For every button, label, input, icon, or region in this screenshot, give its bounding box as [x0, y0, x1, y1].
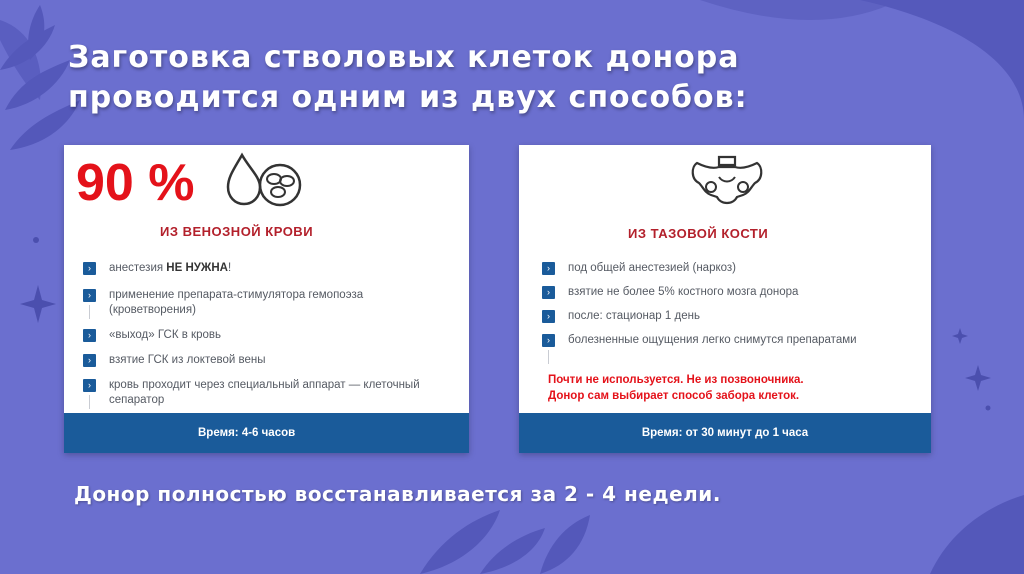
chevron-right-icon: › — [83, 354, 96, 367]
blood-drop-cells-icon — [224, 151, 308, 209]
venous-blood-card — [64, 145, 469, 453]
list-item-text: под общей анестезией (наркоз) — [568, 262, 736, 274]
list-item-text: после: стационар 1 день — [568, 310, 700, 322]
chevron-right-icon: › — [542, 262, 555, 275]
list-item — [83, 378, 449, 408]
list-item-text: «выход» ГСК в кровь — [109, 329, 221, 341]
list-item-text: взятие не более 5% костного мозга донора — [568, 286, 799, 298]
chevron-right-icon: › — [83, 379, 96, 392]
chevron-right-icon: › — [83, 262, 96, 275]
list-item — [542, 285, 912, 300]
list-item — [83, 353, 443, 368]
recovery-note: Донор полностью восстанавливается за 2 - 4 недели. — [74, 482, 721, 506]
leaf-bottom-icon — [420, 495, 1024, 574]
list-item — [542, 333, 888, 348]
list-item-text: болезненные ощущения легко снимутся препаратами — [568, 334, 857, 346]
slide-title: Заготовка стволовых клеток донора проводится одним из двух способов: — [68, 40, 748, 115]
chevron-right-icon: › — [542, 334, 555, 347]
list-item-emphasis: НЕ НУЖНА — [166, 262, 228, 274]
chevron-right-icon: › — [542, 286, 555, 299]
percentage-label: 90 % — [76, 154, 195, 212]
chevron-right-icon: › — [83, 289, 96, 302]
card-heading-venous: ИЗ ВЕНОЗНОЙ КРОВИ — [160, 224, 314, 239]
pelvic-bone-card — [519, 145, 931, 453]
list-item-suffix: ! — [227, 262, 232, 274]
warning-note-line-2: Донор сам выбирает способ забора клеток. — [548, 390, 800, 402]
list-item — [542, 261, 912, 276]
list-item — [83, 328, 443, 343]
list-item — [83, 261, 443, 276]
card-footer-time: Время: 4-6 часов — [64, 413, 469, 453]
chevron-right-icon: › — [83, 329, 96, 342]
pelvis-bone-icon — [689, 153, 765, 207]
list-item-text: анестезия — [109, 262, 167, 274]
list-item-text: кровь проходит через специальный аппарат — клеточный сепаратор — [109, 379, 420, 406]
list-item-text: применение препарата-стимулятора гемопоэза (кроветворения) — [109, 289, 364, 316]
list-item — [542, 309, 912, 324]
list-item-text: взятие ГСК из локтевой вены — [109, 354, 266, 366]
card-footer-time: Время: от 30 минут до 1 часа — [519, 413, 931, 453]
warning-note-line-1: Почти не используется. Не из позвоночника. — [548, 374, 804, 386]
chevron-right-icon: › — [542, 310, 555, 323]
card-heading-pelvic: ИЗ ТАЗОВОЙ КОСТИ — [628, 226, 769, 241]
venous-steps-list — [83, 261, 443, 408]
warning-note — [548, 372, 804, 404]
list-item — [83, 288, 409, 318]
pelvic-steps-list — [542, 261, 912, 348]
